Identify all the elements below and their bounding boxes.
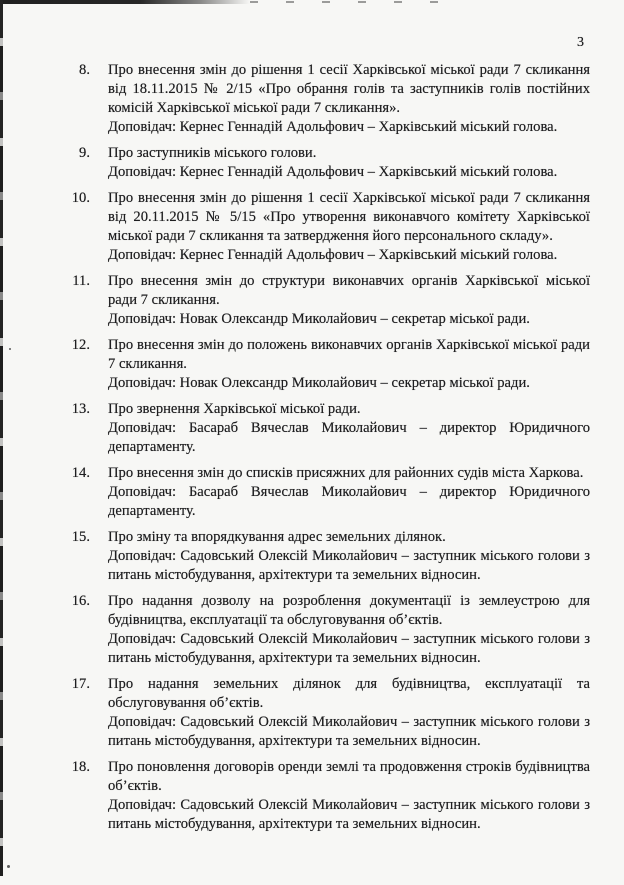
item-speaker: Доповідач: Кернес Геннадій Адольфович – Харківський міський голова. [108, 164, 558, 180]
item-number: 14. [71, 465, 90, 481]
item-speaker: Доповідач: Новак Олександр Миколайович – секретар міської ради. [108, 311, 530, 327]
item-title: Про внесення змін до рішення 1 сесії Харківської міської ради 7 скликання від 18.11.2015 № 2/15 «Про обрання голів та заступників голів постійних комісій Харківської міської ради 7 скликання». [108, 62, 590, 116]
scan-artifact-top-edge [0, 0, 250, 4]
agenda-item [48, 336, 590, 393]
item-title: Про заступників міського голови. [108, 145, 317, 161]
item-speaker: Доповідач: Кернес Геннадій Адольфович – Харківський міський голова. [108, 119, 558, 135]
agenda-item [48, 189, 590, 265]
agenda-list [48, 61, 590, 834]
item-body [108, 61, 590, 137]
item-number: 12. [71, 337, 90, 353]
scan-artifact-top-dashes [250, 1, 460, 3]
item-number: 13. [71, 401, 90, 417]
agenda-item [48, 144, 590, 182]
agenda-item [48, 758, 590, 834]
agenda-item [48, 400, 590, 457]
item-title: Про зміну та впорядкування адрес земельних ділянок. [108, 529, 446, 545]
item-number: 18. [71, 759, 90, 775]
item-speaker: Доповідач: Садовський Олексій Миколайович – заступник міського голови з питань містобудування, архітектури та земельних відносин. [108, 631, 590, 666]
item-body [108, 592, 590, 668]
agenda-item [48, 592, 590, 668]
scan-speck [7, 865, 10, 868]
item-body [108, 528, 590, 585]
item-number: 17. [71, 676, 90, 692]
item-speaker: Доповідач: Садовський Олексій Миколайович – заступник міського голови з питань містобудування, архітектури та земельних відносин. [108, 797, 590, 832]
item-number: 9. [79, 145, 90, 161]
item-title: Про внесення змін до структури виконавчих органів Харківської міської ради 7 скликання. [108, 273, 590, 308]
item-number: 8. [79, 62, 90, 78]
item-title: Про внесення змін до списків присяжних для районних судів міста Харкова. [108, 465, 584, 481]
item-title: Про звернення Харківської міської ради. [108, 401, 361, 417]
agenda-item [48, 464, 590, 521]
item-title: Про поновлення договорів оренди землі та продовження строків будівництва об’єктів. [108, 759, 590, 794]
agenda-item [48, 272, 590, 329]
agenda-item [48, 675, 590, 751]
item-body [108, 272, 590, 329]
scan-artifact-left-edge [0, 0, 3, 876]
item-title: Про надання дозволу на розроблення документації із землеустрою для будівництва, експлуатації та обслуговування об’єктів. [108, 593, 590, 628]
item-body [108, 675, 590, 751]
item-speaker: Доповідач: Садовський Олексій Миколайович – заступник міського голови з питань містобудування, архітектури та земельних відносин. [108, 714, 590, 749]
item-speaker: Доповідач: Басараб Вячеслав Миколайович – директор Юридичного департаменту. [108, 484, 590, 519]
item-body [108, 758, 590, 834]
item-speaker: Доповідач: Новак Олександр Миколайович – секретар міської ради. [108, 375, 530, 391]
item-body [108, 464, 590, 521]
agenda-item [48, 528, 590, 585]
agenda-item [48, 61, 590, 137]
item-speaker: Доповідач: Кернес Геннадій Адольфович – Харківський міський голова. [108, 247, 558, 263]
item-speaker: Доповідач: Садовський Олексій Миколайович – заступник міського голови з питань містобудування, архітектури та земельних відносин. [108, 548, 590, 583]
item-body [108, 400, 590, 457]
item-number: 15. [71, 529, 90, 545]
item-title: Про внесення змін до рішення 1 сесії Харківської міської ради 7 скликання від 20.11.2015 № 5/15 «Про утворення виконавчого комітету Харківської міської ради 7 скликання та затвердження його персонального складу». [108, 190, 590, 244]
item-speaker: Доповідач: Басараб Вячеслав Миколайович – директор Юридичного департаменту. [108, 420, 590, 455]
item-title: Про надання земельних ділянок для будівництва, експлуатації та обслуговування об’єктів. [108, 676, 590, 711]
item-body [108, 144, 590, 182]
item-title: Про внесення змін до положень виконавчих органів Харківської міської ради 7 скликання. [108, 337, 590, 372]
item-number: 16. [71, 593, 90, 609]
scan-speck [9, 348, 11, 350]
item-body [108, 189, 590, 265]
item-number: 10. [71, 190, 90, 206]
item-number: 11. [72, 273, 90, 289]
item-body [108, 336, 590, 393]
page-number: 3 [577, 35, 584, 50]
